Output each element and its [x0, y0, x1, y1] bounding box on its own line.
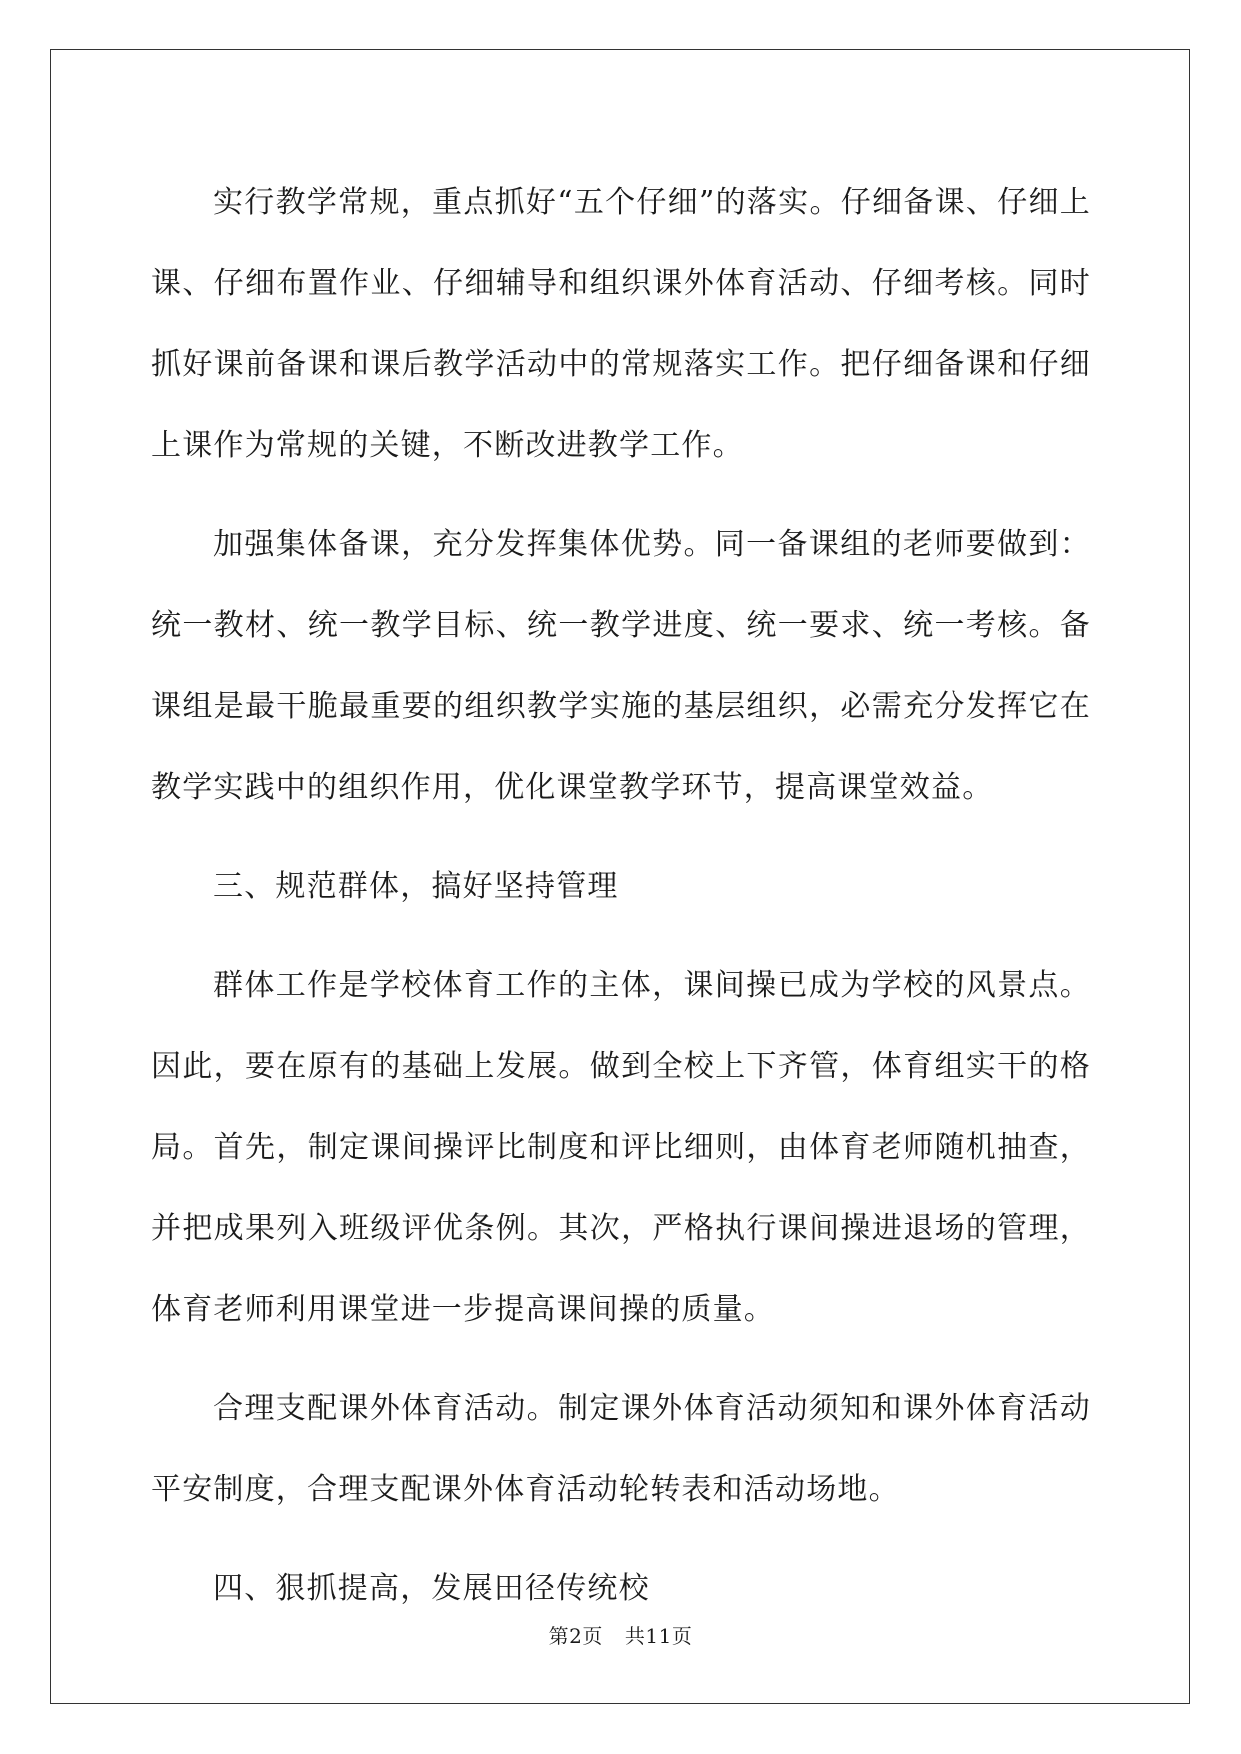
- section-heading-three: 三、规范群体，搞好坚持管理: [213, 869, 619, 904]
- page-footer: [0, 1620, 1241, 1649]
- paragraph-extracurricular: 合理支配课外体育活动。制定课外体育活动须知和课外体育活动平安制度，合理支配课外体育活动轮转表和活动场地。: [151, 1391, 1091, 1507]
- page-number: 第2页: [548, 1624, 603, 1648]
- document-body: [151, 162, 1091, 1647]
- paragraph-group-work: 群体工作是学校体育工作的主体，课间操已成为学校的风景点。因此，要在原有的基础上发展。做到全校上下齐管，体育组实干的格局。首先，制定课间操评比制度和评比细则，由体育老师随机抽查，并把成果列入班级评优条例。其次，严格执行课间操进退场的管理，体育老师利用课堂进一步提高课间操的质量。: [151, 968, 1091, 1327]
- paragraph-teaching-routine: 实行教学常规，重点抓好“五个仔细”的落实。仔细备课、仔细上课、仔细布置作业、仔细辅导和组织课外体育活动、仔细考核。同时抓好课前备课和课后教学活动中的常规落实工作。把仔细备课和仔细上课作为常规的关键，不断改进教学工作。: [151, 185, 1091, 463]
- paragraph-collective-lesson-prep: 加强集体备课，充分发挥集体优势。同一备课组的老师要做到：统一教材、统一教学目标、统一教学进度、统一要求、统一考核。备课组是最干脆最重要的组织教学实施的基层组织，必需充分发挥它在教学实践中的组织作用，优化课堂教学环节，提高课堂效益。: [151, 527, 1091, 805]
- section-heading-four: 四、狠抓提高，发展田径传统校: [213, 1571, 650, 1606]
- page-total: 共11页: [624, 1624, 693, 1648]
